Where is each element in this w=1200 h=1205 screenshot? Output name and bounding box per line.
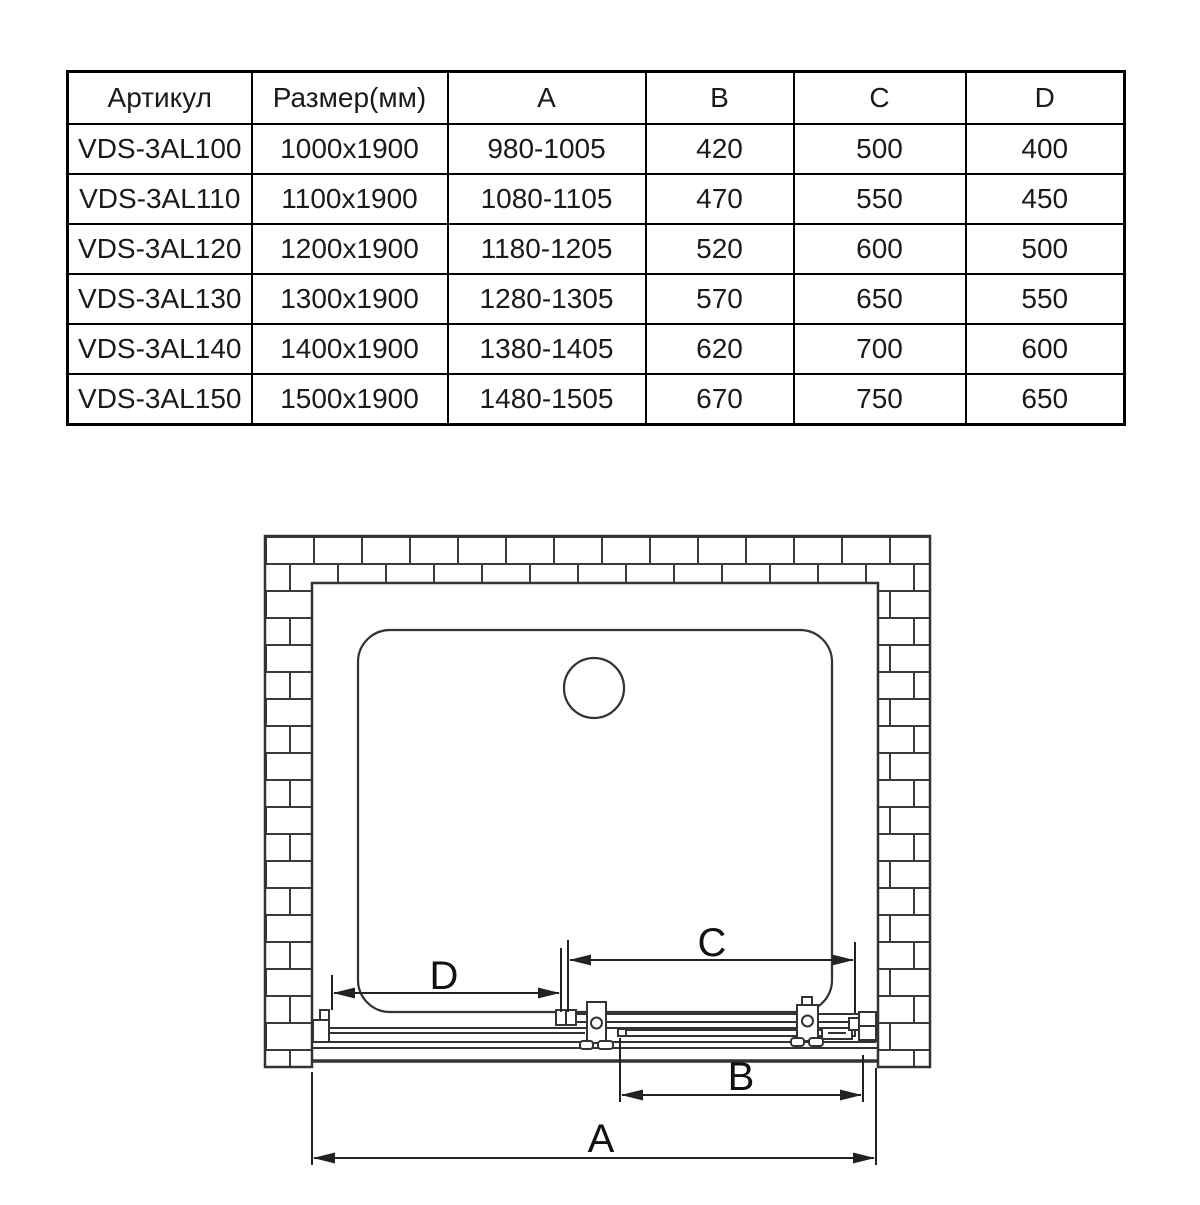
spec-table [66, 70, 1126, 426]
table-cell: 550 [794, 174, 966, 224]
table-cell: 1300x1900 [252, 274, 448, 324]
table-cell: 500 [966, 224, 1125, 274]
table-row [68, 324, 1125, 374]
table-cell: 1180-1205 [448, 224, 646, 274]
table-cell: 700 [794, 324, 966, 374]
table-cell: 620 [646, 324, 794, 374]
table-cell: 470 [646, 174, 794, 224]
table-cell: 570 [646, 274, 794, 324]
drain-circle [564, 658, 624, 718]
table-cell: 650 [794, 274, 966, 324]
table-cell: 420 [646, 124, 794, 174]
table-cell: VDS-3AL150 [68, 374, 252, 425]
dim-label-c: C [697, 921, 727, 965]
table-row [68, 274, 1125, 324]
table-cell: 400 [966, 124, 1125, 174]
dim-label-b: B [727, 1055, 755, 1099]
table-cell: 1100x1900 [252, 174, 448, 224]
left-wall-profile [313, 1010, 329, 1042]
table-cell: 1480-1505 [448, 374, 646, 425]
col-header-b: B [646, 72, 794, 125]
table-cell: 1500x1900 [252, 374, 448, 425]
dim-label-d: D [429, 954, 459, 998]
table-cell: 450 [966, 174, 1125, 224]
col-header-d: D [966, 72, 1125, 125]
table-cell: 670 [646, 374, 794, 425]
table-header-row [68, 72, 1125, 125]
table-cell: 1200x1900 [252, 224, 448, 274]
dim-label-a: A [587, 1117, 615, 1161]
table-cell: 650 [966, 374, 1125, 425]
table-row [68, 174, 1125, 224]
table-cell: VDS-3AL110 [68, 174, 252, 224]
table-cell: VDS-3AL120 [68, 224, 252, 274]
table-cell: 980-1005 [448, 124, 646, 174]
table-cell: 1080-1105 [448, 174, 646, 224]
table-row [68, 224, 1125, 274]
col-header-size: Размер(мм) [252, 72, 448, 125]
installation-diagram [0, 500, 1200, 1200]
table-cell: 550 [966, 274, 1125, 324]
table-row [68, 374, 1125, 425]
table-cell: 1000x1900 [252, 124, 448, 174]
col-header-a: A [448, 72, 646, 125]
table-cell: VDS-3AL140 [68, 324, 252, 374]
table-cell: VDS-3AL130 [68, 274, 252, 324]
col-header-c: C [794, 72, 966, 125]
table-cell: 1380-1405 [448, 324, 646, 374]
table-cell: 520 [646, 224, 794, 274]
table-cell: 750 [794, 374, 966, 425]
table-row [68, 124, 1125, 174]
table-cell: VDS-3AL100 [68, 124, 252, 174]
table-cell: 1280-1305 [448, 274, 646, 324]
col-header-artikul: Артикул [68, 72, 252, 125]
table-cell: 600 [794, 224, 966, 274]
table-cell: 500 [794, 124, 966, 174]
table-cell: 600 [966, 324, 1125, 374]
table-cell: 1400x1900 [252, 324, 448, 374]
